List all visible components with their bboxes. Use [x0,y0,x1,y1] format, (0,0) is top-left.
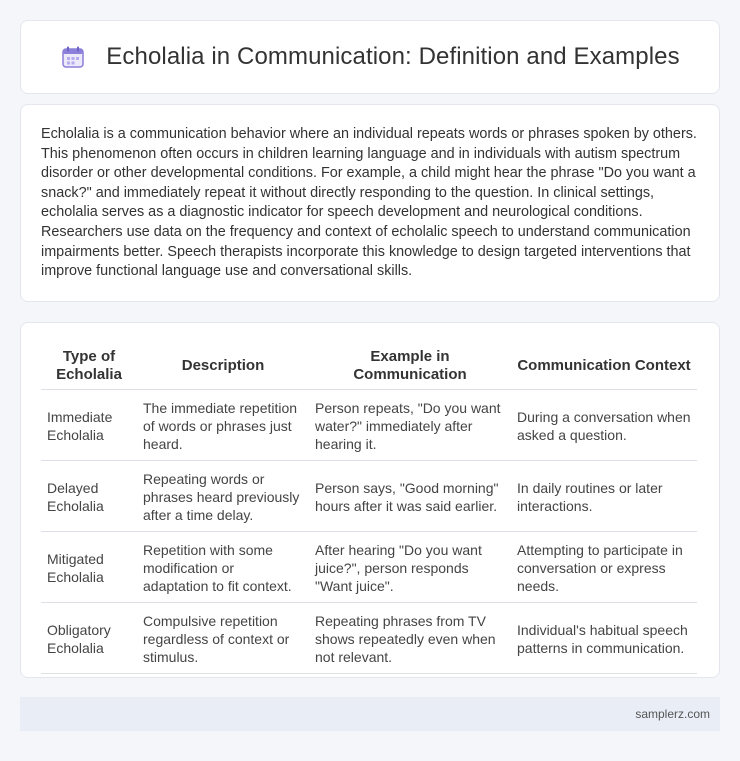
intro-paragraph: Echolalia is a communication behavior where an individual repeats words or phrases spoken by others. This phenomenon often occurs in children learning language and in individuals with autism spectrum disorder or other developmental conditions. For example, a child might hear the phrase "Do you want a snack?" and immediately repeat it without directly responding to the question. In clinical settings, echolalia serves as a diagnostic indicator for speech development and neurological conditions. Researchers use data on the frequency and context of echolalic speech to understand communication impairments better. Speech therapists incorporate this knowledge to design targeted interventions that improve functional language use and conversational skills. [41,126,697,280]
cell-context: Individual's habitual speech patterns in communication. [511,602,697,673]
cell-type: Delayed Echolalia [41,460,137,531]
title-card [20,20,720,94]
cell-context: Attempting to participate in conversation or express needs. [511,531,697,602]
page-title: Echolalia in Communication: Definition and Examples [106,43,680,70]
footer-bar [20,697,720,731]
column-header-type: Type of Echolalia [41,343,137,389]
table-row [41,531,697,602]
cell-context: During a conversation when asked a question. [511,389,697,460]
cell-description: Repetition with some modification or adaptation to fit context. [137,531,309,602]
cell-example: Repeating phrases from TV shows repeatedly even when not relevant. [309,602,511,673]
table-row [41,389,697,460]
cell-description: Repeating words or phrases heard previously after a time delay. [137,460,309,531]
intro-card [20,104,720,302]
cell-description: The immediate repetition of words or phrases just heard. [137,389,309,460]
table-header-row [41,343,697,389]
cell-type: Mitigated Echolalia [41,531,137,602]
cell-example: Person repeats, "Do you want water?" immediately after hearing it. [309,389,511,460]
cell-context: In daily routines or later interactions. [511,460,697,531]
cell-description: Compulsive repetition regardless of context or stimulus. [137,602,309,673]
cell-type: Obligatory Echolalia [41,602,137,673]
table-row [41,602,697,673]
cell-type: Immediate Echolalia [41,389,137,460]
table-card [20,322,720,678]
footer-site-link[interactable]: samplerz.com [635,707,710,721]
column-header-description: Description [137,343,309,389]
column-header-example: Example in Communication [309,343,511,389]
echolalia-table [41,343,697,674]
column-header-context: Communication Context [511,343,697,389]
cell-example: After hearing "Do you want juice?", person responds "Want juice". [309,531,511,602]
calendar-icon [60,44,86,70]
table-row [41,460,697,531]
cell-example: Person says, "Good morning" hours after it was said earlier. [309,460,511,531]
